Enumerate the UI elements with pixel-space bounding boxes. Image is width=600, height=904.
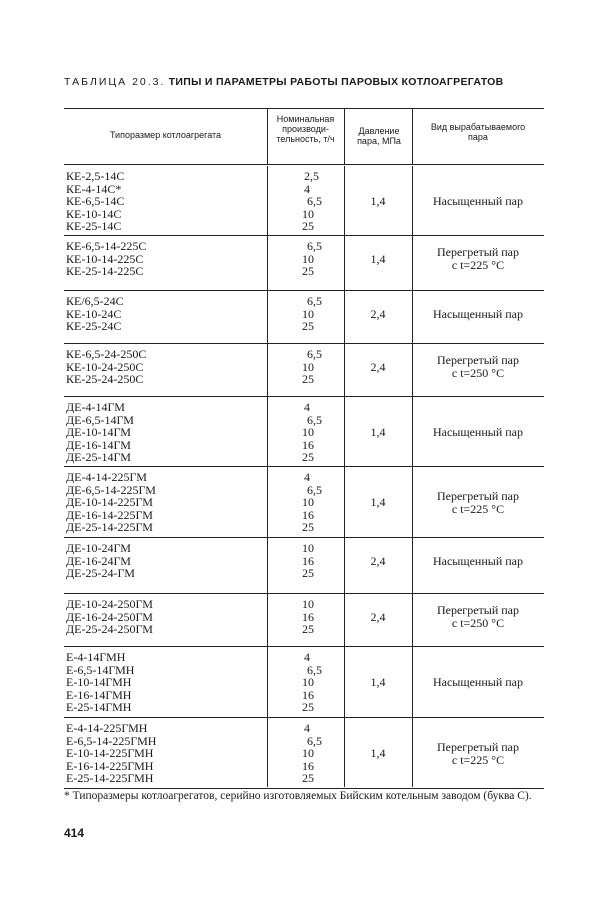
performance-value: 16	[302, 609, 314, 624]
boiler-size: ДЕ-16-14ГМ	[66, 437, 131, 452]
performance-value: 10	[302, 541, 314, 555]
performance-value: 4	[304, 400, 310, 414]
group-separator	[64, 646, 544, 647]
table-footnote: * Типоразмеры котлоагрегатов, серийно изготовляемых Бийским котельным заводом (буква С).	[64, 790, 532, 802]
steam-type: Насыщенный пар	[432, 306, 524, 321]
column-divider	[267, 291, 268, 343]
performance-value: 10	[302, 359, 314, 374]
boiler-size: Е-25-14-225ГМН	[66, 771, 154, 786]
performance-value: 10	[302, 746, 314, 761]
performance-value: 4	[304, 470, 310, 484]
header-divider-1	[267, 108, 268, 164]
performance-value: 6,5	[307, 733, 322, 748]
boiler-size: ДЕ-25-24-ГМ	[66, 566, 135, 581]
boiler-size: Е-16-14-225ГМН	[66, 758, 154, 773]
boiler-size: ДЕ-4-14-225ГМ	[66, 470, 147, 484]
performance-value: 25	[302, 450, 314, 465]
column-divider	[344, 718, 345, 787]
column-divider	[412, 166, 413, 235]
pressure-value: 1,4	[370, 495, 386, 510]
column-divider	[267, 718, 268, 787]
boiler-size: КЕ-10-24С	[66, 306, 122, 321]
performance-value: 6,5	[307, 294, 322, 308]
performance-value: 10	[302, 425, 314, 440]
header-performance: Номинальная производи-тельность, т/ч	[276, 114, 335, 144]
performance-value: 25	[302, 264, 314, 279]
column-divider	[344, 291, 345, 343]
boiler-size: КЕ-2,5-14С	[66, 169, 125, 183]
boiler-size: Е-16-14ГМН	[66, 687, 132, 702]
pressure-value: 2,4	[370, 553, 386, 568]
steam-type: Перегретый пар	[436, 739, 520, 754]
boiler-size: ДЕ-10-14ГМ	[66, 425, 131, 440]
page-number: 414	[64, 826, 85, 840]
pressure-value: 1,4	[370, 194, 386, 209]
performance-value: 6,5	[307, 194, 322, 209]
column-divider	[412, 397, 413, 466]
performance-value: 25	[302, 372, 314, 387]
boiler-size: КЕ-25-24С	[66, 319, 122, 334]
pressure-value: 2,4	[370, 359, 386, 374]
performance-value: 2,5	[304, 169, 319, 183]
performance-value: 25	[302, 566, 314, 581]
performance-value: 10	[302, 251, 314, 266]
column-divider	[267, 397, 268, 466]
boiler-size: Е-6,5-14ГМН	[66, 662, 135, 677]
table-caption	[64, 76, 544, 89]
steam-type: с t=225 °С	[451, 752, 505, 767]
performance-value: 10	[302, 597, 314, 611]
column-divider	[412, 236, 413, 290]
performance-value: 25	[302, 622, 314, 637]
column-divider	[412, 467, 413, 537]
group-separator	[64, 290, 544, 291]
performance-value: 16	[302, 437, 314, 452]
column-divider	[267, 538, 268, 593]
boiler-size: КЕ-6,5-14-225С	[66, 239, 147, 253]
steam-type: Перегретый пар	[436, 353, 520, 368]
boiler-size: КЕ-10-24-250С	[66, 359, 144, 374]
steam-type: Насыщенный пар	[432, 553, 524, 568]
boiler-size: Е-10-14ГМН	[66, 675, 132, 690]
header-divider-3	[412, 108, 413, 164]
boiler-size: КЕ-10-14-225С	[66, 251, 144, 266]
boiler-size: ДЕ-4-14ГМ	[66, 400, 125, 414]
group-separator	[64, 466, 544, 467]
performance-value: 25	[302, 700, 314, 715]
steam-type: с t=250 °С	[451, 615, 505, 630]
header-pressure: Давление пара, МПа	[357, 126, 401, 146]
boiler-size: Е-4-14ГМН	[66, 650, 126, 664]
boiler-size: КЕ-25-14-225С	[66, 264, 144, 279]
boiler-size: КЕ-4-14С*	[66, 181, 122, 196]
boiler-size: ДЕ-16-24-250ГМ	[66, 609, 153, 624]
performance-value: 10	[302, 495, 314, 510]
boiler-size: ДЕ-25-14ГМ	[66, 450, 131, 465]
group-separator	[64, 717, 544, 718]
pressure-value: 1,4	[370, 425, 386, 440]
header-size: Типоразмер котлоагрегата	[109, 130, 222, 140]
boiler-size: ДЕ-25-24-250ГМ	[66, 622, 153, 637]
group-separator	[64, 396, 544, 397]
boiler-table	[64, 108, 544, 788]
performance-value: 16	[302, 687, 314, 702]
boiler-size: ДЕ-6,5-14-225ГМ	[66, 482, 156, 497]
column-divider	[412, 718, 413, 787]
performance-value: 16	[302, 758, 314, 773]
performance-value: 6,5	[307, 239, 322, 253]
column-divider	[344, 594, 345, 646]
group-separator	[64, 235, 544, 236]
column-divider	[344, 236, 345, 290]
steam-type: Насыщенный пар	[432, 675, 524, 690]
performance-value: 25	[302, 319, 314, 334]
header-divider-2	[344, 108, 345, 164]
column-divider	[267, 236, 268, 290]
pressure-value: 2,4	[370, 609, 386, 624]
performance-value: 25	[302, 520, 314, 535]
performance-value: 10	[302, 306, 314, 321]
steam-type: с t=250 °С	[451, 365, 505, 380]
steam-type: Перегретый пар	[436, 488, 520, 503]
column-divider	[412, 594, 413, 646]
performance-value: 16	[302, 507, 314, 522]
performance-value: 6,5	[307, 347, 322, 361]
performance-value: 4	[304, 650, 310, 664]
boiler-size: Е-10-14-225ГМН	[66, 746, 154, 761]
column-divider	[267, 647, 268, 717]
table-caption-title: ТИПЫ И ПАРАМЕТРЫ РАБОТЫ ПАРОВЫХ КОТЛОАГРЕГАТОВ	[168, 76, 504, 88]
table-top-rule	[64, 108, 544, 109]
column-divider	[267, 166, 268, 235]
column-divider	[344, 166, 345, 235]
steam-type: Перегретый пар	[436, 245, 520, 260]
table-caption-number: ТАБЛИЦА 20.3.	[64, 76, 166, 88]
boiler-size: ДЕ-10-24-250ГМ	[66, 597, 153, 611]
performance-value: 6,5	[307, 412, 322, 427]
boiler-size: ДЕ-10-14-225ГМ	[66, 495, 153, 510]
performance-value: 6,5	[307, 662, 322, 677]
performance-value: 10	[302, 675, 314, 690]
boiler-size: Е-25-14ГМН	[66, 700, 132, 715]
steam-type: Перегретый пар	[436, 603, 520, 618]
column-divider	[267, 594, 268, 646]
boiler-size: КЕ-25-14С	[66, 219, 122, 234]
boiler-size: КЕ-6,5-24-250С	[66, 347, 147, 361]
boiler-size: Е-4-14-225ГМН	[66, 721, 148, 735]
column-divider	[267, 344, 268, 396]
column-divider	[344, 647, 345, 717]
performance-value: 4	[304, 181, 310, 196]
column-divider	[412, 344, 413, 396]
pressure-value: 1,4	[370, 746, 386, 761]
group-separator	[64, 537, 544, 538]
boiler-size: КЕ-6,5-14С	[66, 194, 125, 209]
column-divider	[344, 397, 345, 466]
boiler-size: КЕ-25-24-250С	[66, 372, 144, 387]
steam-type: Насыщенный пар	[432, 425, 524, 440]
steam-type: с t=225 °С	[451, 501, 505, 516]
column-divider	[412, 647, 413, 717]
column-divider	[267, 467, 268, 537]
header-steam-type: Вид вырабатываемого пара	[430, 122, 526, 142]
column-divider	[412, 291, 413, 343]
steam-type: с t=225 °С	[451, 257, 505, 272]
group-separator	[64, 343, 544, 344]
boiler-size: ДЕ-16-24ГМ	[66, 553, 131, 568]
steam-type: Насыщенный пар	[432, 194, 524, 209]
boiler-size: ДЕ-6,5-14ГМ	[66, 412, 134, 427]
performance-value: 25	[302, 771, 314, 786]
pressure-value: 1,4	[370, 675, 386, 690]
pressure-value: 1,4	[370, 251, 386, 266]
pressure-value: 2,4	[370, 306, 386, 321]
boiler-size: КЕ-10-14С	[66, 206, 122, 221]
group-separator	[64, 593, 544, 594]
boiler-size: ДЕ-16-14-225ГМ	[66, 507, 153, 522]
boiler-size: ДЕ-25-14-225ГМ	[66, 520, 153, 535]
boiler-size: КЕ/6,5-24С	[66, 294, 124, 308]
performance-value: 25	[302, 219, 314, 234]
performance-value: 10	[302, 206, 314, 221]
column-divider	[344, 467, 345, 537]
column-divider	[344, 538, 345, 593]
header-bottom-rule	[64, 164, 544, 165]
column-divider	[412, 538, 413, 593]
performance-value: 4	[304, 721, 310, 735]
boiler-size: ДЕ-10-24ГМ	[66, 541, 131, 555]
performance-value: 16	[302, 553, 314, 568]
column-divider	[344, 344, 345, 396]
performance-value: 6,5	[307, 482, 322, 497]
boiler-size: Е-6,5-14-225ГМН	[66, 733, 157, 748]
